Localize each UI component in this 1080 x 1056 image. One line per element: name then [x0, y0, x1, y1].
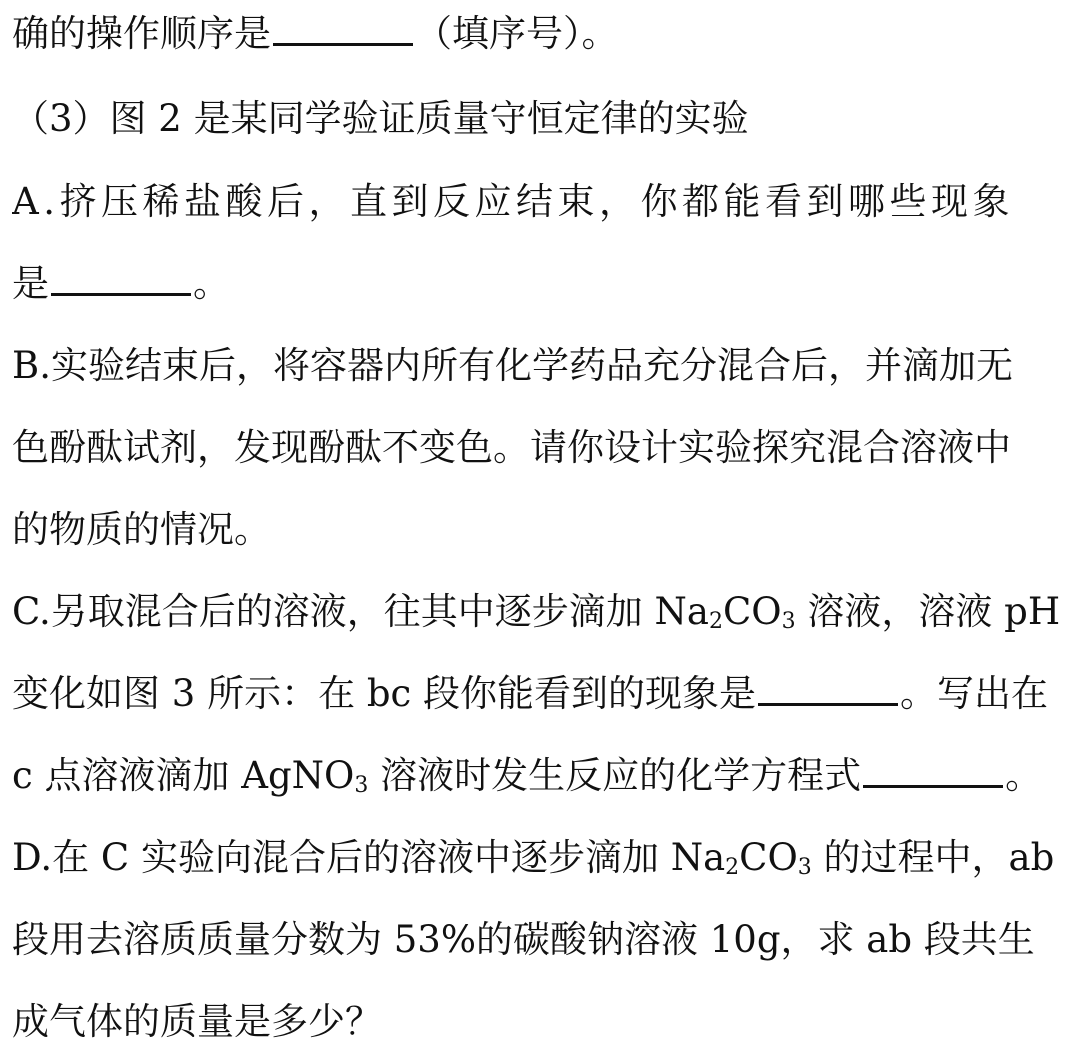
text-segment: CO: [722, 590, 782, 633]
text-segment: 成气体的质量是多少？: [12, 1000, 382, 1043]
text-line-11: [12, 832, 1072, 884]
text-line-5: [12, 340, 1072, 392]
subscript: 2: [725, 855, 740, 880]
text-line-4: [12, 258, 1072, 310]
subscript: 3: [354, 773, 369, 798]
text-segment: 的物质的情况。: [12, 508, 271, 551]
text-segment: 溶液时发生反应的化学方程式: [368, 754, 862, 797]
text-segment: 溶液，溶液 pH: [795, 590, 1061, 633]
text-segment: （3）图 2 是某同学验证质量守恒定律的实验: [12, 97, 749, 140]
text-segment: 变化如图 3 所示：在 bc 段你能看到的现象是: [12, 672, 756, 715]
text-segment: C.另取混合后的溶液，往其中逐步滴加 Na: [12, 590, 709, 633]
text-segment: D.在 C 实验向混合后的溶液中逐步滴加 Na: [12, 836, 726, 879]
text-segment: A.挤压稀盐酸后，直到反应结束，你都能看到哪些现象: [12, 180, 1014, 223]
answer-blank[interactable]: [758, 669, 898, 706]
text-segment: c 点溶液滴加 AgNO: [12, 754, 355, 797]
text-segment: B.实验结束后，将容器内所有化学药品充分混合后，并滴加无: [12, 344, 1013, 387]
text-line-12: [12, 914, 1072, 966]
text-line-6: [12, 422, 1072, 474]
text-line-3: [12, 176, 1072, 228]
text-segment: 确的操作顺序是: [12, 12, 271, 55]
text-segment: 。写出在: [900, 672, 1048, 715]
answer-blank[interactable]: [863, 751, 1003, 788]
text-segment: （填序号）。: [415, 12, 619, 55]
text-segment: 。: [1005, 754, 1043, 797]
answer-blank[interactable]: [273, 9, 413, 46]
subscript: 3: [797, 855, 812, 880]
text-line-10: [12, 750, 1072, 802]
subscript: 2: [708, 609, 723, 634]
text-line-13: [12, 996, 1072, 1048]
text-segment: CO: [739, 836, 798, 879]
text-line-1: [12, 8, 1072, 60]
text-segment: 。: [193, 262, 230, 305]
text-line-8: [12, 586, 1072, 638]
subscript: 3: [781, 609, 796, 634]
text-line-9: [12, 668, 1072, 720]
answer-blank[interactable]: [51, 259, 191, 296]
text-segment: 色酚酞试剂，发现酚酞不变色。请你设计实验探究混合溶液中: [12, 426, 1011, 469]
text-line-7: [12, 504, 1072, 556]
text-segment: 段用去溶质质量分数为 53%的碳酸钠溶液 10g，求 ab 段共生: [12, 918, 1035, 961]
text-line-2: [12, 93, 1072, 145]
text-segment: 的过程中，ab: [811, 836, 1055, 879]
text-segment: 是: [12, 262, 49, 305]
